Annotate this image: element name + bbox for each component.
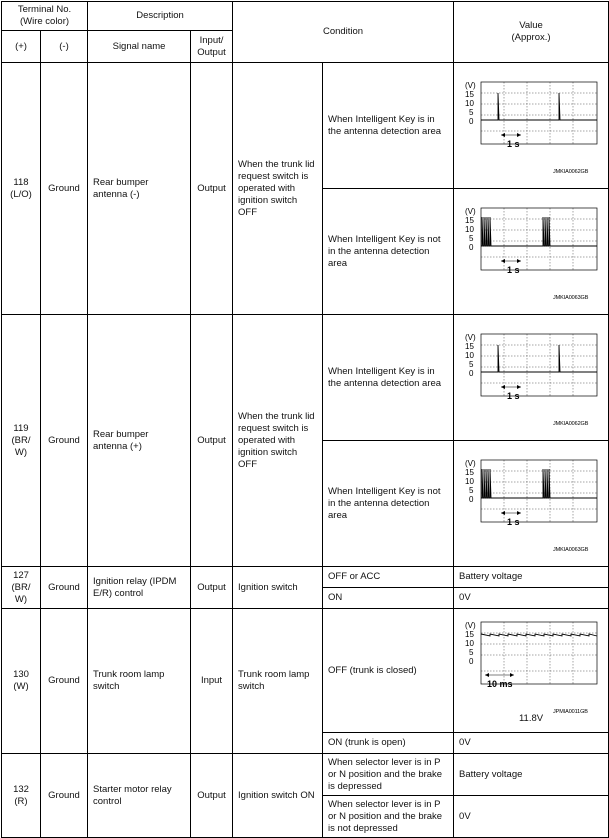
- wf-time-scale: 1 s: [506, 516, 520, 527]
- io-127: Output: [191, 567, 233, 609]
- io-118: Output: [191, 63, 233, 315]
- signal-132: Starter motor relay control: [88, 754, 191, 838]
- condition-130: Trunk room lamp switch: [233, 609, 323, 754]
- terminal-127: 127 (BR/ W): [2, 567, 41, 609]
- ground-127: Ground: [41, 567, 88, 609]
- io-header: Input/ Output: [191, 31, 233, 63]
- terminal-132: 132 (R): [2, 754, 41, 838]
- waveform-cell: [454, 315, 609, 441]
- wf-ref-code: JMKIA0062GB: [552, 420, 588, 427]
- wf-ylabel-15: 15: [464, 215, 474, 225]
- waveform-cell: [454, 441, 609, 567]
- signal-119: Rear bumper antenna (+): [88, 315, 191, 567]
- wf-ylabel-v: (V): [464, 458, 476, 468]
- value-127-2: 0V: [454, 588, 609, 609]
- waveform-graph: [459, 619, 604, 715]
- subcondition-132-2: When selector lever is in P or N position and the brake is not depressed: [323, 796, 454, 838]
- ground-119: Ground: [41, 315, 88, 567]
- subcondition-119-1: When Intelligent Key is in the antenna detection area: [323, 315, 454, 441]
- subcondition-118-2: When Intelligent Key is not in the antenna detection area: [323, 189, 454, 315]
- condition-118: When the trunk lid request switch is operated with ignition switch OFF: [233, 63, 323, 315]
- signal-name-header: Signal name: [88, 31, 191, 63]
- io-132: Output: [191, 754, 233, 838]
- waveform-voltage-reading: 11.8V: [518, 712, 544, 724]
- wf-ref-code: JMKIA0063GB: [552, 294, 588, 301]
- wf-ylabel-0: 0: [468, 116, 473, 126]
- waveform-cell: [454, 609, 609, 733]
- wf-ref-code: JMKIA0062GB: [552, 168, 588, 175]
- waveform-cell: [454, 63, 609, 189]
- wf-ylabel-v: (V): [464, 80, 476, 90]
- wf-ylabel-15: 15: [464, 629, 474, 639]
- value-header: Value (Approx.): [454, 2, 609, 63]
- condition-127: Ignition switch: [233, 567, 323, 609]
- terminal-130: 130 (W): [2, 609, 41, 754]
- plus-header: (+): [2, 31, 41, 63]
- value-130-2: 0V: [454, 733, 609, 754]
- wf-time-scale: 1 s: [506, 264, 520, 275]
- terminal-spec-table: [1, 1, 609, 838]
- wf-time-scale: 1 s: [506, 390, 520, 401]
- wf-ylabel-5: 5: [468, 359, 473, 369]
- signal-127: Ignition relay (IPDM E/R) control: [88, 567, 191, 609]
- wf-ylabel-10: 10: [464, 224, 474, 234]
- value-127-1: Battery voltage: [454, 567, 609, 588]
- wf-ylabel-0: 0: [468, 242, 473, 252]
- io-130: Input: [191, 609, 233, 754]
- ground-130: Ground: [41, 609, 88, 754]
- wf-ylabel-0: 0: [468, 494, 473, 504]
- wf-time-scale: 1 s: [506, 138, 520, 149]
- wf-ylabel-10: 10: [464, 350, 474, 360]
- condition-119: When the trunk lid request switch is operated with ignition switch OFF: [233, 315, 323, 567]
- io-119: Output: [191, 315, 233, 567]
- wf-ylabel-5: 5: [468, 233, 473, 243]
- ground-132: Ground: [41, 754, 88, 838]
- wf-time-scale: 10 ms: [486, 678, 513, 689]
- wf-ylabel-15: 15: [464, 89, 474, 99]
- wf-ylabel-15: 15: [464, 341, 474, 351]
- waveform-graph: [459, 331, 604, 427]
- signal-130: Trunk room lamp switch: [88, 609, 191, 754]
- terminal-no-header: Terminal No. (Wire color): [2, 2, 88, 31]
- waveform-graph: [459, 205, 604, 301]
- wf-ylabel-v: (V): [464, 206, 476, 216]
- waveform-graph: [459, 79, 604, 175]
- wf-ylabel-v: (V): [464, 332, 476, 342]
- waveform-graph: [459, 457, 604, 553]
- wf-ylabel-v: (V): [464, 620, 476, 630]
- waveform-cell: [454, 189, 609, 315]
- wf-ylabel-5: 5: [468, 485, 473, 495]
- wf-ylabel-5: 5: [468, 647, 473, 657]
- terminal-119: 119 (BR/ W): [2, 315, 41, 567]
- signal-118: Rear bumper antenna (-): [88, 63, 191, 315]
- subcondition-127-2: ON: [323, 588, 454, 609]
- description-header: Description: [88, 2, 233, 31]
- subcondition-119-2: When Intelligent Key is not in the antenna detection area: [323, 441, 454, 567]
- wf-ylabel-5: 5: [468, 107, 473, 117]
- condition-132: Ignition switch ON: [233, 754, 323, 838]
- wf-ylabel-15: 15: [464, 467, 474, 477]
- wf-ylabel-10: 10: [464, 98, 474, 108]
- value-132-2: 0V: [454, 796, 609, 838]
- minus-header: (-): [41, 31, 88, 63]
- subcondition-127-1: OFF or ACC: [323, 567, 454, 588]
- subcondition-130-1: OFF (trunk is closed): [323, 609, 454, 733]
- wf-ref-code: JMKIA0063GB: [552, 546, 588, 553]
- subcondition-130-2: ON (trunk is open): [323, 733, 454, 754]
- wf-ylabel-0: 0: [468, 656, 473, 666]
- wf-ylabel-10: 10: [464, 476, 474, 486]
- wf-ref-code: JPMIA0011GB: [552, 708, 588, 715]
- wf-ylabel-10: 10: [464, 638, 474, 648]
- subcondition-118-1: When Intelligent Key is in the antenna detection area: [323, 63, 454, 189]
- terminal-118: 118 (L/O): [2, 63, 41, 315]
- subcondition-132-1: When selector lever is in P or N position and the brake is depressed: [323, 754, 454, 796]
- value-132-1: Battery voltage: [454, 754, 609, 796]
- ground-118: Ground: [41, 63, 88, 315]
- wf-ylabel-0: 0: [468, 368, 473, 378]
- condition-header: Condition: [233, 2, 454, 63]
